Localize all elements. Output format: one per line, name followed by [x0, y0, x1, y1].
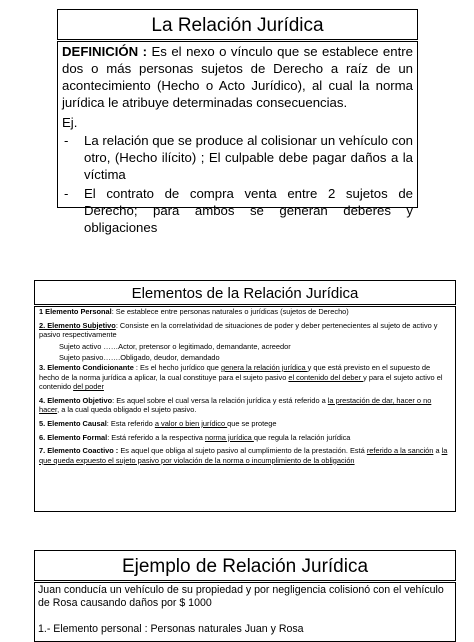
dash-bullet-icon: -	[64, 186, 69, 201]
sujeto-activo-line: Sujeto activo ……Actor, pretensor o legitimado, demandante, acreedor	[59, 341, 291, 351]
text-run: y para el sujeto activo el contenido	[39, 372, 443, 392]
element-causal-label: 5. Elemento Causal	[39, 418, 107, 428]
element-subjetivo	[39, 321, 451, 340]
sujeto-pasivo-line: Sujeto pasivo…….Obligado, deudor, demandado	[59, 353, 220, 363]
list-item	[62, 132, 413, 183]
element-personal-text: : Se establece entre personas naturales o jurídicas (sujetos de Derecho)	[111, 307, 349, 316]
element-formal	[39, 433, 451, 443]
underlined-run: del poder	[73, 382, 104, 392]
text-run: que regula la relación jurídica	[253, 432, 351, 442]
element-subjetivo-text: : Consiste en la correlatividad de situaciones de poder y deber pertenecientes al sujeto de activo y pasivo respectivamente	[39, 320, 438, 340]
underlined-run: el contenido del deber	[288, 372, 364, 382]
example-element-personal: 1.- Elemento personal : Personas naturales Juan y Rosa	[38, 623, 304, 635]
text-run: Es aquel que obliga al sujeto pasivo al cumplimiento de la prestación. Está	[118, 446, 367, 456]
example-text-1: La relación que se produce al colisionar un vehículo con otro, (Hecho ilícito) ; El culpable debe pagar daños a la víctima	[84, 133, 413, 182]
underlined-run: norma jurídica	[204, 432, 254, 442]
underlined-run: la prestación de dar, hacer o no hacer	[39, 395, 432, 415]
list-item	[62, 185, 413, 236]
slide2-title: Elementos de la Relación Jurídica	[34, 280, 456, 305]
text-run: a	[433, 446, 442, 456]
slide3-example-box	[34, 582, 456, 642]
text-run: : Es el hecho jurídico que	[133, 362, 221, 372]
underlined-run: a valor o bien jurídico	[154, 418, 228, 428]
element-personal	[39, 307, 451, 317]
definition-text: Es el nexo o vínculo que se establece entre dos o más personas sujetos de Derecho a raíz de un acontecimiento (Hecho o Acto Jurídico), al cual la norma jurídica le atribuye determinadas consecuencias.	[62, 44, 413, 110]
slide1-title: La Relación Jurídica	[57, 9, 418, 40]
slide2-elements-box	[34, 306, 456, 512]
example-text-2: El contrato de compra venta entre 2 sujetos de Derecho; para ambos se generan deberes y obligaciones	[84, 186, 413, 235]
dash-bullet-icon: -	[64, 133, 69, 148]
text-run: : Es aquel sobre el cual versa la relación jurídica y está referido a	[112, 395, 328, 405]
element-condicionante-label: 3. Elemento Condicionante	[39, 362, 134, 372]
example-label: Ej.	[62, 115, 78, 130]
element-condicionante	[39, 363, 451, 392]
element-causal	[39, 419, 451, 429]
text-run: que se protege	[227, 418, 277, 428]
definition-label: DEFINICIÓN :	[62, 44, 148, 59]
example-list	[62, 132, 413, 236]
slide1-definition-box	[57, 41, 418, 235]
text-run: , a la cual queda obligado el sujeto pasivo.	[57, 405, 197, 415]
element-coactivo-label: 7. Elemento Coactivo :	[39, 446, 119, 456]
text-run: y que está previsto en el supuesto de hecho de la norma jurídica a aplicar, la cual constituye para el sujeto pasivo	[39, 362, 431, 382]
text-run: : Está referido a la respectiva	[107, 432, 205, 442]
element-objetivo	[39, 396, 451, 415]
slide3-title: Ejemplo de Relación Jurídica	[34, 550, 456, 581]
element-objetivo-label: 4. Elemento Objetivo	[39, 395, 113, 405]
element-subjetivo-label: 2. Elemento Subjetivo	[39, 320, 116, 330]
underlined-run: referido a la sanción	[366, 446, 434, 456]
element-coactivo	[39, 446, 451, 465]
definition-paragraph	[62, 43, 413, 111]
underlined-run: genera la relación jurídica	[220, 362, 308, 372]
example-paragraph: Juan conducía un vehículo de su propiedad y por negligencia colisionó con el vehículo de Rosa causando daños por $ 1000	[38, 584, 444, 609]
underlined-run: la que queda expuesto el sujeto pasivo por violación de la norma o incumplimiento de la obligación	[39, 446, 448, 465]
text-run: : Esta referido	[106, 418, 155, 428]
element-formal-label: 6. Elemento Formal	[39, 432, 108, 442]
element-personal-label: 1 Elemento Personal	[39, 307, 112, 316]
